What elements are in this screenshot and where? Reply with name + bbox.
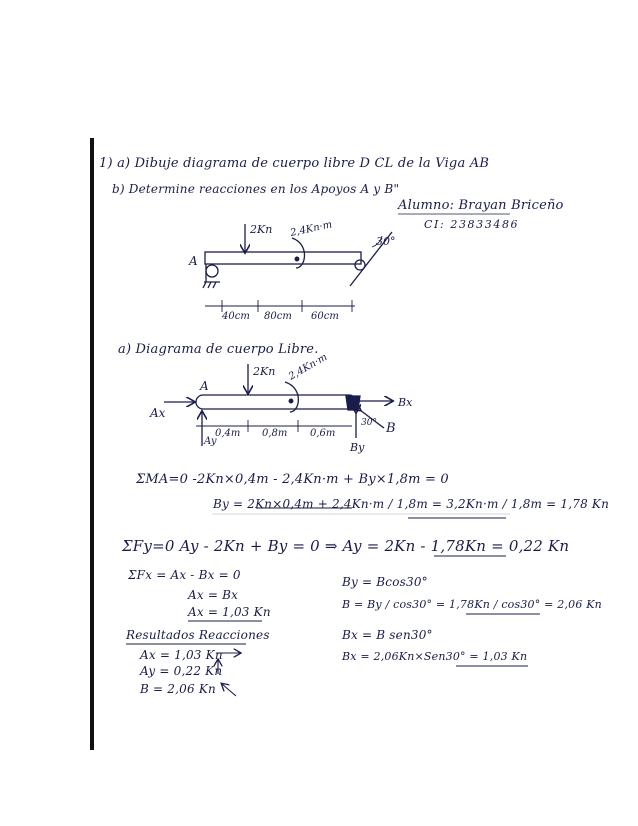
figure1-dim2: 80cm [264, 311, 292, 322]
figure2-angle-label: 30° [361, 418, 377, 428]
figure1-pin-support [206, 265, 218, 277]
result-b: B = 2,06 Kn [140, 682, 216, 696]
figure2-dim3: 0,6m [310, 428, 336, 439]
figure2-moment-label: 2,4Kn·m [287, 351, 330, 383]
problem-statement-b: b) Determine reacciones en los Apoyos A y B" [112, 182, 400, 196]
result-ay: Ay = 0,22 Kn [140, 664, 223, 678]
figure2-label-ay: Ay [204, 436, 217, 447]
result-b-direction-arrow [222, 684, 236, 696]
figure1-load-label: 2Kn [250, 223, 273, 236]
figure1-dim3: 60cm [311, 311, 339, 322]
ax-equals-bx: Ax = Bx [188, 588, 239, 602]
figure2-label-b: B [386, 421, 396, 436]
fx-equation: ΣFx = Ax - Bx = 0 [128, 568, 241, 582]
figure1-ground-hatch [203, 282, 220, 288]
moment-equation: ΣMA=0 -2Kn×0,4m - 2,4Kn·m + By×1,8m = 0 [136, 472, 449, 487]
bx-value: Bx = 2,06Kn×Sen30° = 1,03 Kn [342, 650, 528, 663]
figure2-dim2: 0,8m [262, 428, 288, 439]
figure1-angle-label: 30° [376, 235, 396, 248]
fy-equation: ΣFy=0 Ay - 2Kn + By = 0 ⇒ Ay = 2Kn - 1,78Kn = 0,22 Kn [122, 537, 570, 555]
figure2-moment-arc [285, 382, 298, 412]
figure2-beam [196, 395, 356, 409]
figure2-dim1: 0,4m [215, 428, 241, 439]
by-bcos-equation: By = Bcos30° [342, 575, 428, 589]
figure1-dim1: 40cm [222, 311, 250, 322]
b-equation: B = By / cos30° = 1,78Kn / cos30° = 2,06 Kn [342, 598, 602, 611]
figure1-support-label: A [189, 254, 198, 268]
ax-value: Ax = 1,03 Kn [188, 605, 271, 619]
student-name: Alumno: Brayan Briceño [398, 198, 564, 213]
problem-statement-a: 1) a) Dibuje diagrama de cuerpo libre D CL de la Viga AB [99, 156, 490, 171]
section-a-title: a) Diagrama de cuerpo Libre. [118, 342, 319, 357]
figure1-moment-label: 2,4Kn·m [289, 219, 334, 239]
by-equation: By = 2Kn×0,4m + 2,4Kn·m / 1,8m = 3,2Kn·m / 1,8m = 1,78 Kn [213, 497, 610, 511]
figure2-end-hatch [346, 396, 360, 410]
result-ax: Ax = 1,03 Kn [140, 648, 223, 662]
figure2-load-label: 2Kn [253, 365, 276, 378]
figure2-label-a: A [200, 379, 209, 393]
figure2-label-by: By [350, 441, 365, 454]
results-title: Resultados Reacciones [126, 628, 270, 642]
figure2-label-bx: Bx [398, 396, 413, 409]
student-id: CI: 23833486 [424, 218, 520, 231]
figure1-beam [205, 252, 361, 264]
bx-bsen-equation: Bx = B sen30° [342, 628, 433, 642]
figure2-label-ax: Ax [150, 406, 166, 420]
